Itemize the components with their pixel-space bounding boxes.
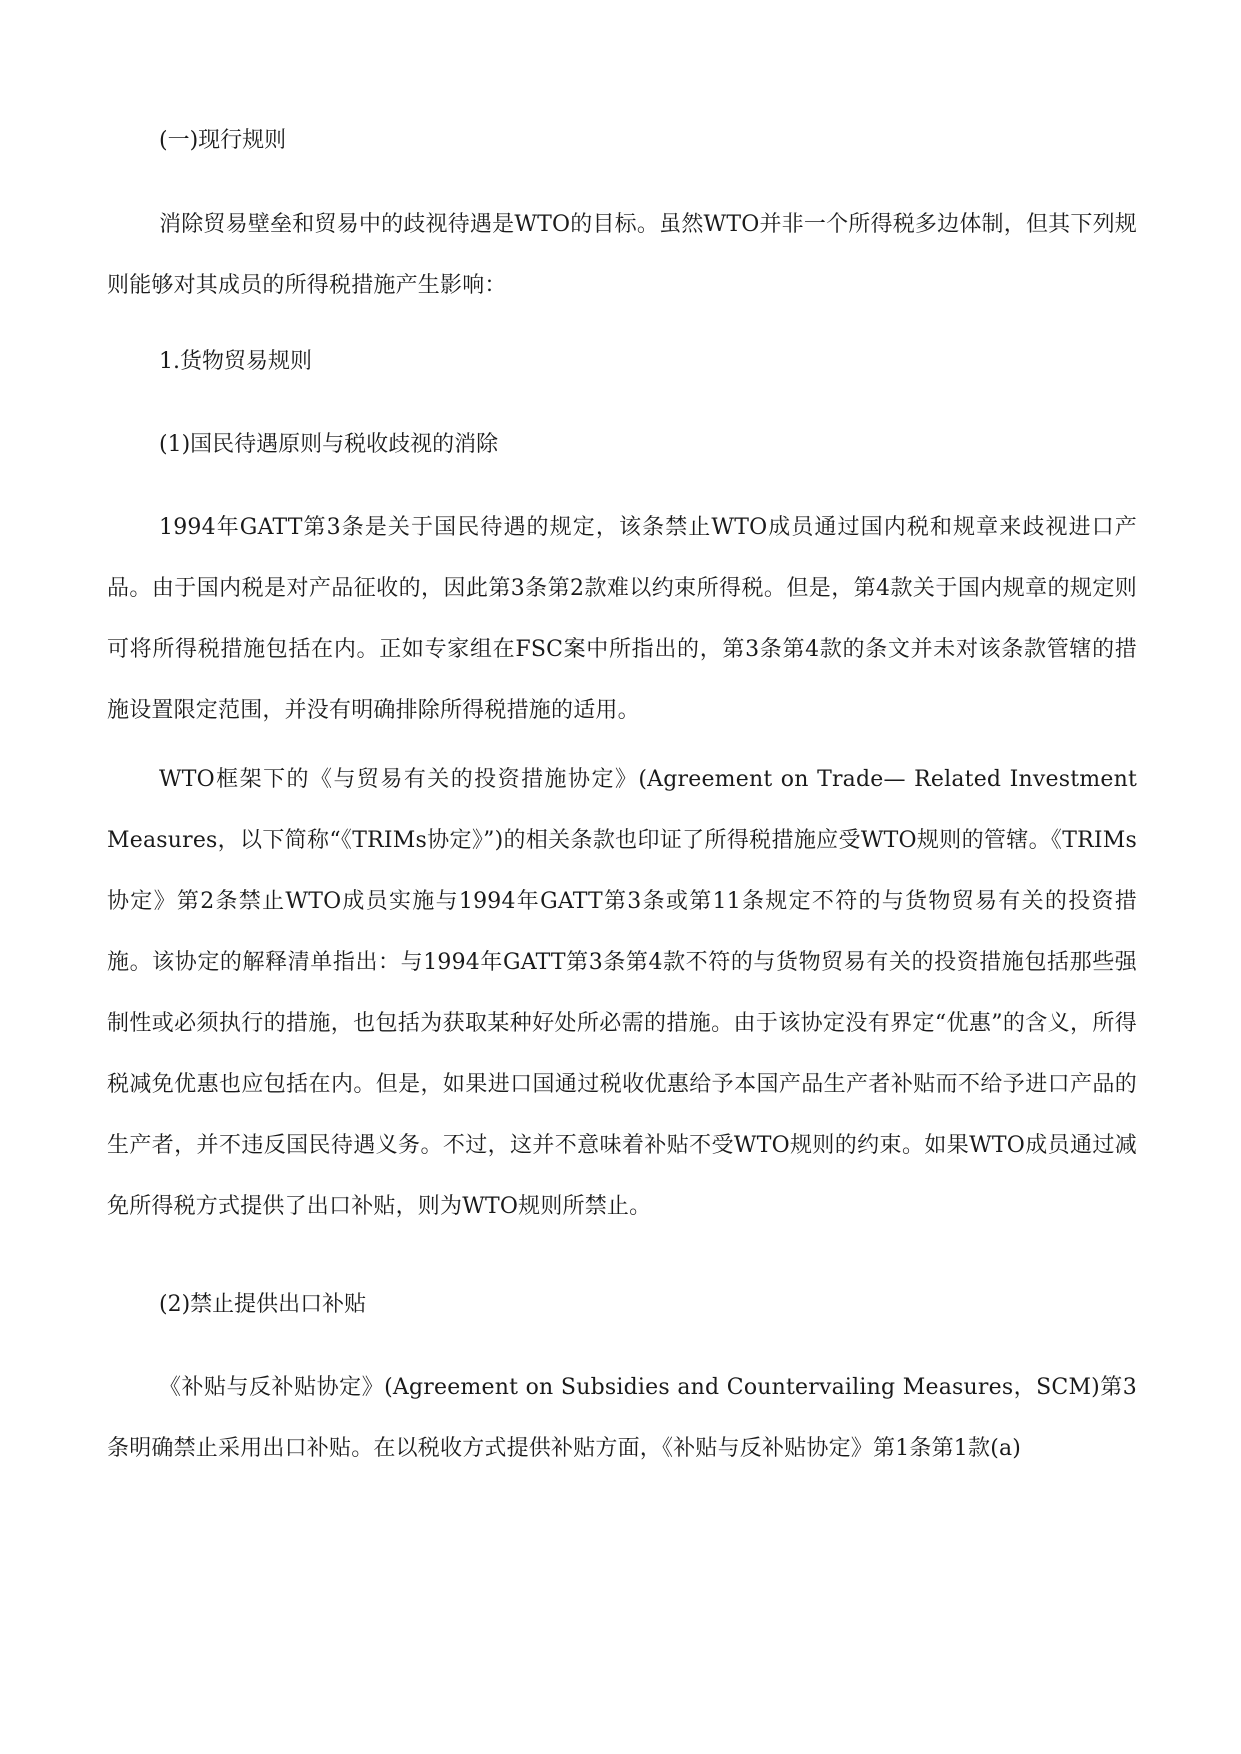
subheading-national-treatment: (1)国民待遇原则与税收歧视的消除 — [159, 432, 499, 457]
paragraph-intro: 消除贸易壁垒和贸易中的歧视待遇是WTO的目标。虽然WTO并非一个所得税多边体制，但其下列规则能够对其成员的所得税措施产生影响： — [107, 212, 1137, 298]
paragraph-scm-agreement: 《补贴与反补贴协定》(Agreement on Subsidies and Countervailing Measures，SCM)第3条明确禁止采用出口补贴。在以税收方式提供补贴方面，《补贴与反补贴协定》第1条第1款(a) — [107, 1375, 1137, 1461]
subheading-export-subsidies: (2)禁止提供出口补贴 — [159, 1292, 367, 1317]
paragraph-trims-agreement: WTO框架下的《与贸易有关的投资措施协定》(Agreement on Trade— Related Investment Measures，以下简称“《TRIMs协定》”)的相关条款也印证了所得税措施应受WTO规则的管辖。《TRIMs协定》第2条禁止WTO成员实施与1994年GATT第3条或第11条规定不符的与货物贸易有关的投资措施。该协定的解释清单指出：与1994年GATT第3条第4款不符的与货物贸易有关的投资措施包括那些强制性或必须执行的措施，也包括为获取某种好处所必需的措施。由于该协定没有界定“优惠”的含义，所得税减免优惠也应包括在内。但是，如果进口国通过税收优惠给予本国产品生产者补贴而不给予进口产品的生产者，并不违反国民待遇义务。不过，这并不意味着补贴不受WTO规则的约束。如果WTO成员通过减免所得税方式提供了出口补贴，则为WTO规则所禁止。 — [107, 767, 1137, 1219]
section-heading-current-rules: (一)现行规则 — [159, 128, 287, 153]
paragraph-gatt-article-3: 1994年GATT第3条是关于国民待遇的规定，该条禁止WTO成员通过国内税和规章来歧视进口产品。由于国内税是对产品征收的，因此第3条第2款难以约束所得税。但是，第4款关于国内规章的规定则可将所得税措施包括在内。正如专家组在FSC案中所指出的，第3条第4款的条文并未对该条款管辖的措施设置限定范围，并没有明确排除所得税措施的适用。 — [107, 515, 1137, 723]
subheading-goods-trade-rules: 1.货物贸易规则 — [159, 349, 312, 374]
